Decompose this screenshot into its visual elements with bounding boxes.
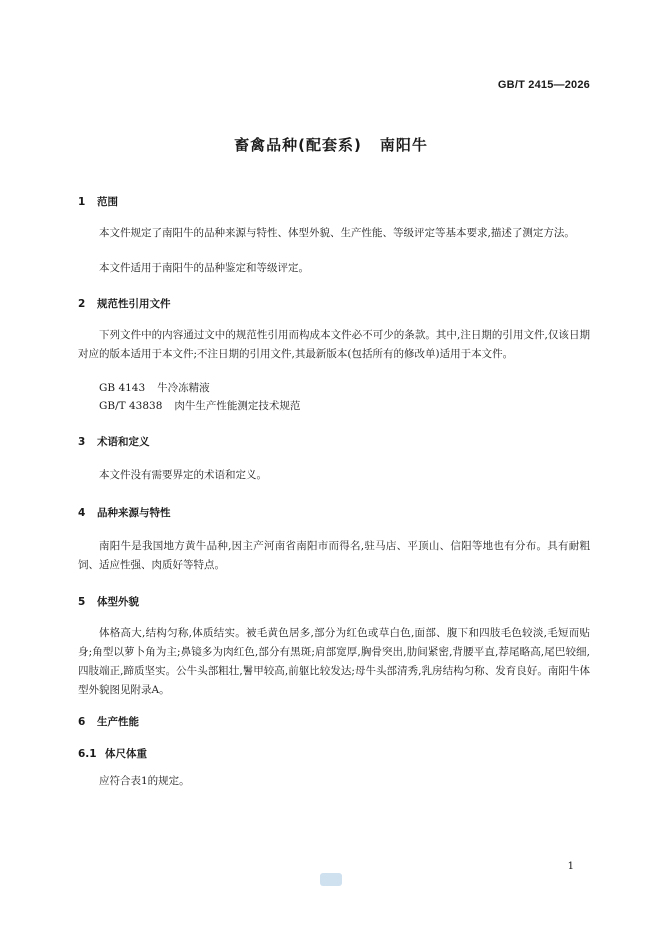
reference-code: GB/T 43838 (99, 400, 163, 412)
section-number: 2 (78, 298, 86, 310)
document-title (0, 134, 662, 155)
section-number: 5 (78, 596, 86, 608)
paragraph: 南阳牛是我国地方黄牛品种,因主产河南省南阳市而得名,驻马店、平顶山、信阳等地也有分布。具有耐粗饲、适应性强、肉质好等特点。 (78, 540, 590, 571)
section-number: 6 (78, 716, 86, 728)
section-title: 规范性引用文件 (97, 298, 171, 310)
title-main: 畜禽品种(配套系) (234, 136, 362, 154)
subsection-number: 6.1 (78, 748, 97, 760)
reference-line (99, 397, 300, 416)
paragraph: 本文件适用于南阳牛的品种鉴定和等级评定。 (99, 262, 309, 274)
section-number: 1 (78, 196, 86, 208)
paragraph: 本文件规定了南阳牛的品种来源与特性、体型外貌、生产性能、等级评定等基本要求,描述了测定方法。 (99, 227, 575, 239)
section-title: 品种来源与特性 (97, 507, 171, 519)
section-heading-scope (78, 194, 118, 209)
paragraph: 应符合表1的规定。 (99, 775, 190, 787)
reference-line (99, 379, 210, 398)
section-title: 范围 (97, 196, 118, 208)
standard-number: GB/T 2415—2026 (497, 79, 590, 91)
section-heading-normative-references (78, 296, 171, 311)
section-heading-appearance (78, 594, 139, 609)
paragraph: 下列文件中的内容通过文中的规范性引用而构成本文件必不可少的条款。其中,注日期的引用文件,仅该日期对应的版本适用于本文件;不注日期的引用文件,其最新版本(包括所有的修改单)适用于本文件。 (78, 329, 590, 360)
watermark-logo (320, 873, 342, 886)
section-heading-performance (78, 714, 139, 729)
section-title: 体型外貌 (97, 596, 139, 608)
paragraph: 体格高大,结构匀称,体质结实。被毛黄色居多,部分为红色或草白色,面部、腹下和四肢毛色较淡,毛短而贴身;角型以萝卜角为主;鼻镜多为肉红色,部分有黑斑;肩部宽厚,胸骨突出,肋间紧密,背腰平直,荐尾略高,尾巴较细,四肢端正,蹄质坚实。公牛头部粗壮,鬐甲较高,前躯比较发达;母牛头部清秀,乳房结构匀称、发育良好。南阳牛体型外貌图见附录A。 (78, 627, 590, 696)
section-number: 4 (78, 507, 86, 519)
section-number: 3 (78, 436, 86, 448)
page-number: 1 (567, 861, 574, 872)
section-title: 生产性能 (97, 716, 139, 728)
reference-code: GB 4143 (99, 382, 146, 394)
reference-name: 肉牛生产性能测定技术规范 (174, 400, 301, 412)
reference-name: 牛冷冻精液 (157, 382, 210, 394)
subsection-title: 体尺体重 (105, 748, 147, 760)
section-heading-terms (78, 434, 150, 449)
subsection-heading-body-size (78, 746, 147, 761)
paragraph: 本文件没有需要界定的术语和定义。 (99, 469, 267, 481)
title-sub: 南阳牛 (379, 136, 428, 154)
section-title: 术语和定义 (97, 436, 150, 448)
section-heading-origin (78, 505, 171, 520)
